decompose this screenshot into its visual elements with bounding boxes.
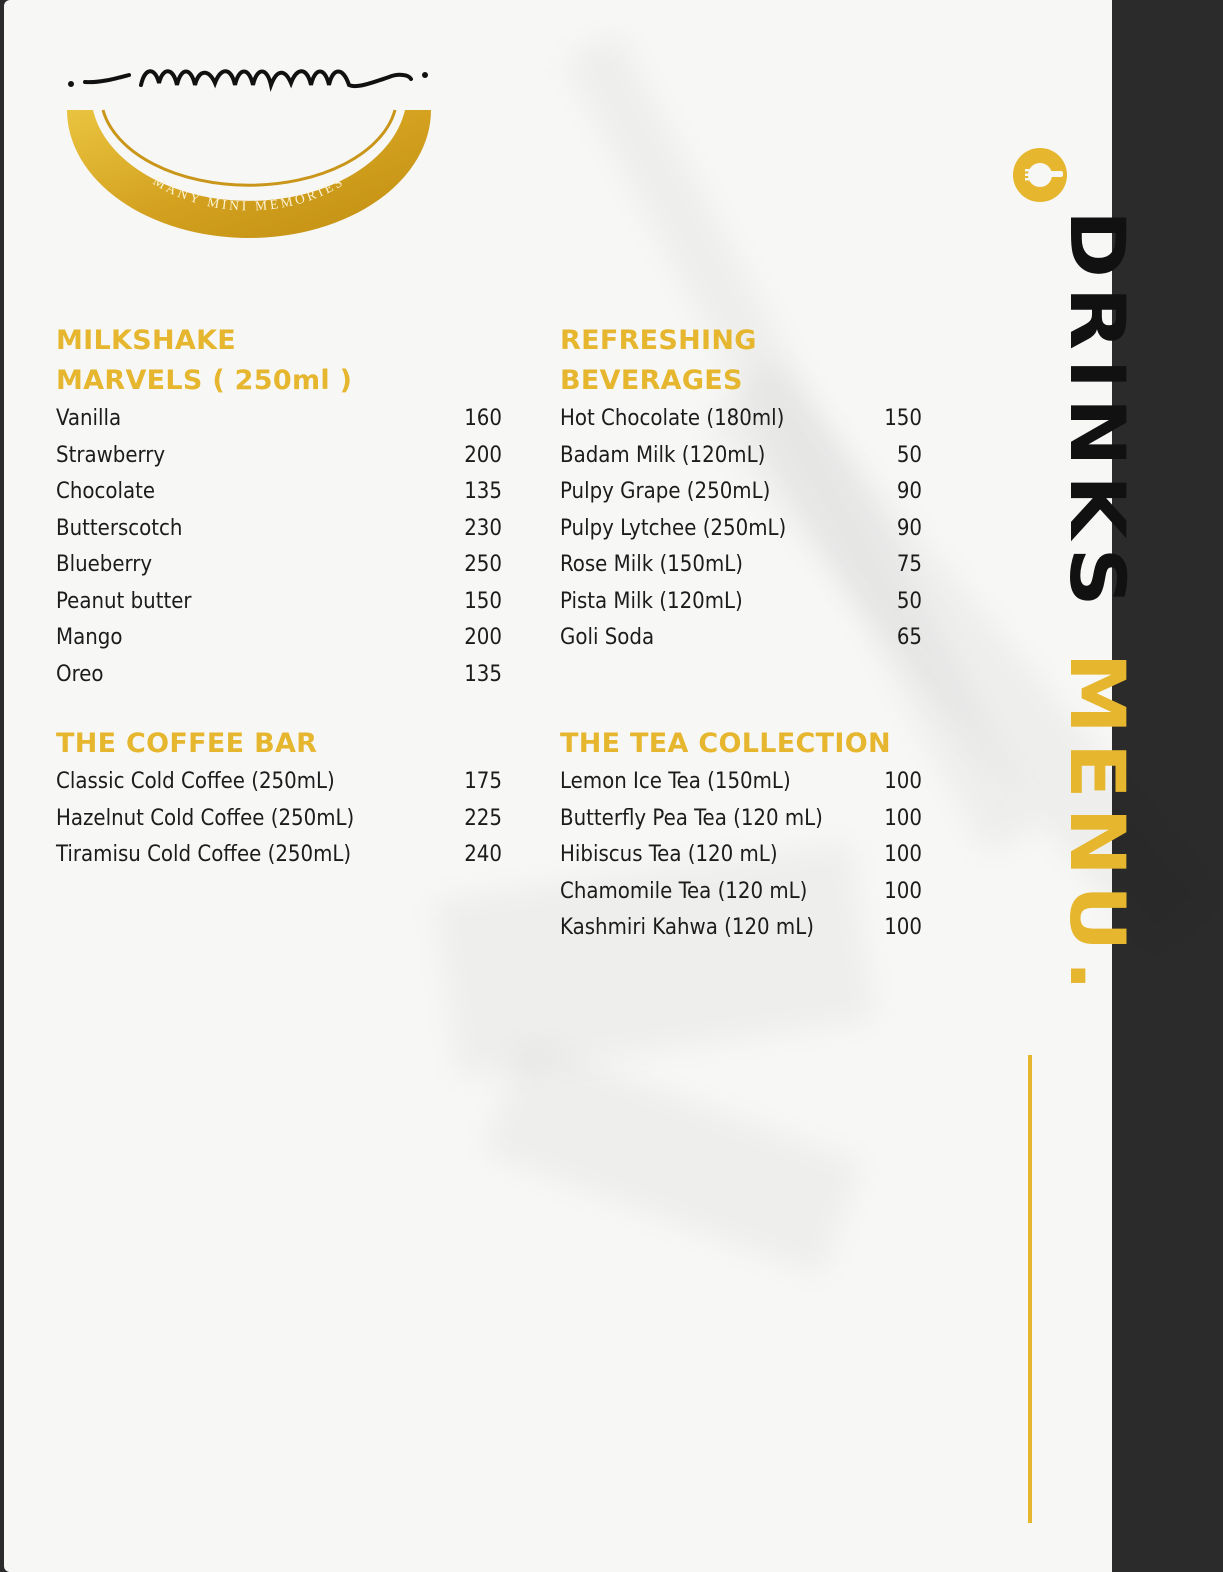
- item-price: 50: [896, 588, 922, 614]
- accent-line: [1028, 1055, 1032, 1523]
- menu-item: [56, 620, 502, 657]
- item-price: 200: [464, 442, 502, 468]
- item-name: Oreo: [56, 661, 104, 687]
- menu-item: [560, 801, 922, 838]
- item-name: Goli Soda: [560, 625, 655, 650]
- menu-item: [56, 547, 502, 584]
- item-name: Hot Chocolate (180ml): [560, 406, 785, 431]
- shadow-decoration: [483, 1040, 862, 1276]
- item-price: 175: [464, 769, 502, 794]
- item-name: Badam Milk (120mL): [560, 442, 766, 468]
- item-price: 135: [464, 479, 502, 504]
- item-price: 250: [464, 552, 502, 577]
- section-refreshing: [560, 321, 922, 657]
- item-price: 100: [884, 842, 922, 867]
- item-name: Butterfly Pea Tea (120 mL): [560, 805, 823, 831]
- item-list: [56, 401, 502, 693]
- section-tea: [560, 724, 922, 947]
- section-milkshake: [56, 321, 502, 693]
- item-price: 75: [896, 552, 922, 577]
- item-price: 90: [896, 479, 922, 504]
- item-name: Peanut butter: [56, 588, 192, 614]
- item-name: Butterscotch: [56, 515, 183, 541]
- item-name: Lemon Ice Tea (150mL): [560, 769, 791, 794]
- item-price: 150: [884, 406, 922, 431]
- item-name: Hazelnut Cold Coffee (250mL): [56, 805, 355, 831]
- restaurant-icon: [1013, 148, 1067, 202]
- script-mark: [85, 71, 411, 86]
- item-name: Strawberry: [56, 442, 166, 468]
- menu-item: [56, 401, 502, 438]
- item-name: Chamomile Tea (120 mL): [560, 878, 808, 904]
- item-price: 225: [464, 805, 502, 831]
- item-name: Pulpy Lytchee (250mL): [560, 515, 787, 541]
- title-word-menu: MENU.: [1053, 652, 1142, 975]
- item-list: [56, 764, 502, 874]
- title-word-drinks: DRINKS: [1053, 210, 1142, 586]
- svg-text:DRINKS MENU.: [1053, 210, 1142, 1000]
- item-list: [560, 401, 922, 657]
- menu-item: [56, 474, 502, 511]
- item-name: Hibiscus Tea (120 mL): [560, 842, 778, 867]
- item-price: 100: [884, 805, 922, 831]
- menu-item: [560, 874, 922, 911]
- menu-item: [56, 764, 502, 801]
- item-name: Pista Milk (120mL): [560, 588, 743, 614]
- item-name: Rose Milk (150mL): [560, 552, 743, 577]
- brand-logo: [59, 55, 439, 245]
- menu-item: [560, 547, 922, 584]
- item-price: 150: [464, 588, 502, 614]
- section-title: THE COFFEE BAR: [56, 728, 318, 759]
- menu-page: [4, 0, 1142, 1572]
- menu-item: [56, 837, 502, 874]
- item-price: 100: [884, 769, 922, 794]
- menu-item: [56, 438, 502, 475]
- item-name: Kashmiri Kahwa (120 mL): [560, 915, 814, 940]
- menu-item: [560, 511, 922, 548]
- item-price: 65: [896, 625, 922, 650]
- section-title: MILKSHAKE MARVELS ( 250ml ): [56, 325, 353, 396]
- item-name: Pulpy Grape (250mL): [560, 479, 771, 504]
- item-price: 100: [884, 915, 922, 940]
- menu-item: [56, 584, 502, 621]
- section-title: REFRESHING BEVERAGES: [560, 325, 757, 396]
- menu-item: [560, 910, 922, 947]
- section-coffee: [56, 724, 502, 874]
- menu-item: [56, 801, 502, 838]
- item-price: 135: [464, 661, 502, 687]
- menu-item: [560, 438, 922, 475]
- logo-tagline: MANY MINI MEMORIES: [150, 173, 348, 214]
- menu-item: [560, 584, 922, 621]
- menu-item: [560, 764, 922, 801]
- item-price: 100: [884, 878, 922, 904]
- item-price: 160: [464, 406, 502, 431]
- section-title: THE TEA COLLECTION: [560, 728, 891, 759]
- item-price: 90: [896, 515, 922, 541]
- item-price: 230: [464, 515, 502, 541]
- item-price: 240: [464, 842, 502, 867]
- menu-item: [560, 620, 922, 657]
- item-list: [560, 764, 922, 947]
- item-name: Mango: [56, 625, 123, 650]
- menu-item: [560, 401, 922, 438]
- item-name: Chocolate: [56, 479, 156, 504]
- menu-item: [56, 511, 502, 548]
- item-name: Tiramisu Cold Coffee (250mL): [56, 842, 352, 867]
- item-price: 200: [464, 625, 502, 650]
- vertical-title: [1005, 150, 1142, 1010]
- item-name: Blueberry: [56, 552, 153, 577]
- menu-item: [560, 474, 922, 511]
- menu-item: [56, 657, 502, 694]
- logo-ring: [67, 110, 431, 238]
- item-price: 50: [896, 442, 922, 468]
- item-name: Vanilla: [56, 406, 122, 431]
- menu-item: [560, 837, 922, 874]
- item-name: Classic Cold Coffee (250mL): [56, 769, 335, 794]
